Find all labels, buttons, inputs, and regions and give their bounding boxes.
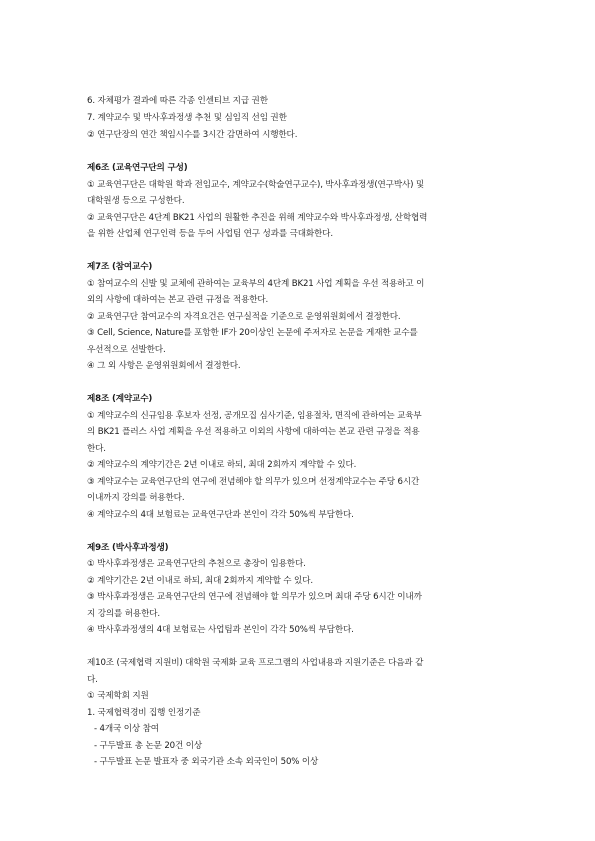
- article-8-heading: 제8조 (계약교수): [87, 394, 153, 404]
- list-item: 7. 계약교수 및 박사후과정생 추천 및 심임직 선임 권한: [87, 113, 287, 123]
- article-10-line: 제10조 (국제협력 지원비) 대학원 국제화 교육 프로그램의 사업내용과 지원기준은 다음과 같: [87, 658, 424, 668]
- paragraph-line: 대학원생 등으로 구성한다.: [87, 196, 185, 206]
- paragraph-line: 한다.: [87, 444, 106, 454]
- paragraph-line: 이내까지 강의를 허용한다.: [87, 493, 185, 503]
- paragraph-line: 의 BK21 플러스 사업 계획을 우선 적용하고 이외의 사항에 대하여는 본교 관련 규정을 적용: [87, 427, 420, 437]
- paragraph-line: ④ 그 외 사항은 운영위원회에서 결정한다.: [87, 361, 241, 371]
- list-item: 6. 자체평가 결과에 따른 각종 인센티브 지급 권한: [87, 96, 268, 106]
- paragraph-line: ④ 계약교수의 4대 보험료는 교육연구단과 본인이 각각 50%씩 부담한다.: [87, 510, 354, 520]
- paragraph-line: 1. 국제협력경비 집행 인정기준: [87, 708, 201, 718]
- paragraph-line: ① 교육연구단은 대학원 학과 전임교수, 계약교수(학술연구교수), 박사후과정생(연구박사) 및: [87, 180, 425, 190]
- paragraph-line: ① 참여교수의 신발 및 교체에 관하여는 교육부의 4단계 BK21 사업 계획을 우선 적용하고 이: [87, 279, 425, 289]
- article-9-heading: 제9조 (박사후과정생): [87, 543, 169, 553]
- bullet-item: - 4개국 이상 참여: [94, 724, 159, 734]
- paragraph-line: ② 계약기간은 2년 이내로 하되, 최대 2회까지 계약할 수 있다.: [87, 576, 313, 586]
- bullet-item: - 구두발표 총 논문 20건 이상: [94, 741, 203, 751]
- paragraph-line: ② 교육연구단 참여교수의 자격요건은 연구실적을 기준으로 운영위원회에서 결정한다.: [87, 312, 401, 322]
- paragraph-line: ① 박사후과정생은 교육연구단의 추천으로 총장이 임용한다.: [87, 559, 306, 569]
- paragraph-line: ④ 박사후과정생의 4대 보험료는 사업팀과 본인이 각각 50%씩 부담한다.: [87, 625, 354, 635]
- article-6-heading: 제6조 (교육연구단의 구성): [87, 163, 188, 173]
- paragraph-line: ① 계약교수의 신규임용 후보자 선정, 공개모집 심사기준, 임용절차, 면직에 관하여는 교육부: [87, 411, 422, 421]
- paragraph-line: ② 계약교수의 계약기간은 2년 이내로 하되, 최대 2회까지 계약할 수 있다.: [87, 460, 357, 470]
- paragraph-line: 을 위한 산업체 연구인력 등을 두어 사업팀 연구 성과를 극대화한다.: [87, 229, 333, 239]
- paragraph-line: 우선적으로 선발한다.: [87, 345, 166, 355]
- paragraph-line: ③ Cell, Science, Nature를 포함한 IF가 20이상인 논문에 주저자로 논문을 게재한 교수를: [87, 328, 418, 338]
- paragraph-line: ③ 박사후과정생은 교육연구단의 연구에 전념해야 할 의무가 있으며 최대 주당 6시간 이내까: [87, 592, 422, 602]
- paragraph-line: 지 강의를 허용한다.: [87, 609, 160, 619]
- paragraph-line: 다.: [87, 675, 98, 685]
- paragraph-line: ③ 계약교수는 교육연구단의 연구에 전념해야 할 의무가 있으며 선정계약교수는 주당 6시간: [87, 477, 420, 487]
- paragraph-line: ① 국제학회 지원: [87, 691, 149, 701]
- list-item: ② 연구단장의 연간 책임시수를 3시간 감면하여 시행한다.: [87, 130, 298, 140]
- article-7-heading: 제7조 (참여교수): [87, 262, 153, 272]
- paragraph-line: 외의 사항에 대하여는 본교 관련 규정을 적용한다.: [87, 295, 269, 305]
- bullet-item: - 구두발표 논문 발표자 중 외국기관 소속 외국인이 50% 이상: [94, 757, 319, 767]
- paragraph-line: ② 교육연구단은 4단계 BK21 사업의 원활한 추진을 위해 계약교수와 박사후과정생, 산학협력: [87, 213, 428, 223]
